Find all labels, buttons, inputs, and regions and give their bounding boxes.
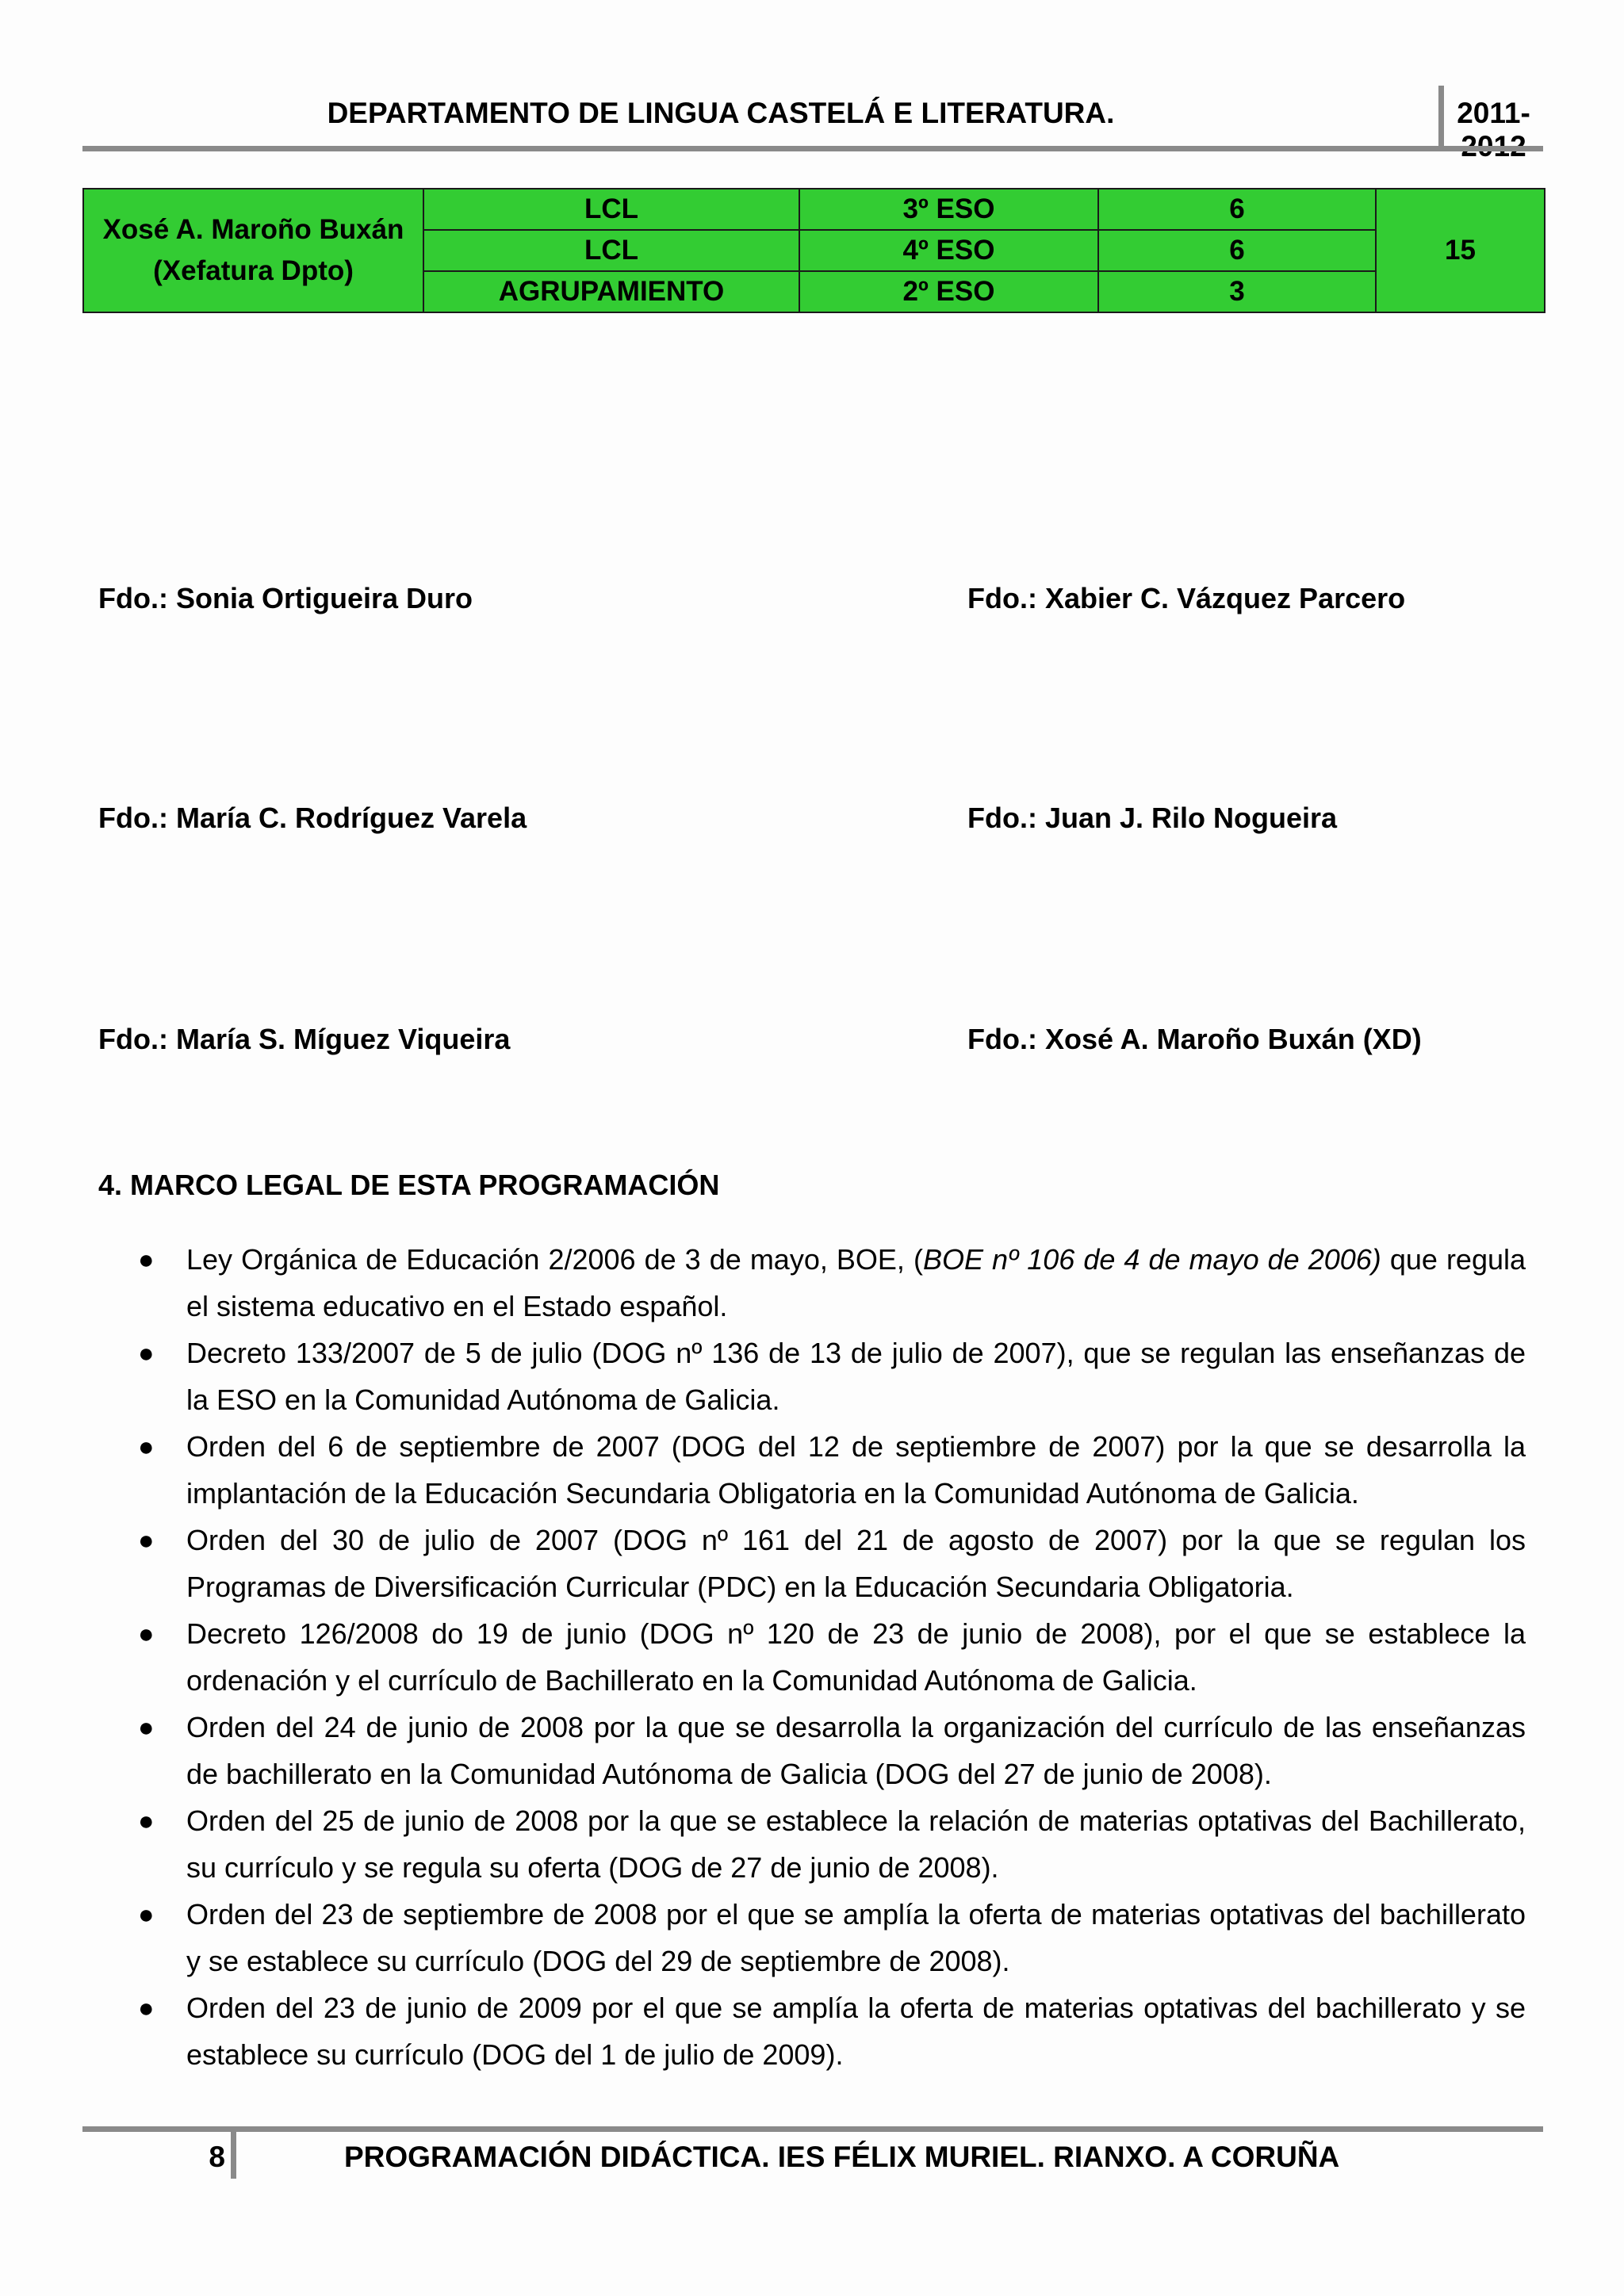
header-title: DEPARTAMENTO DE LINGUA CASTELÁ E LITERATURA.	[327, 97, 1115, 129]
signature-line: Fdo.: Juan J. Rilo Nogueira	[967, 802, 1338, 834]
list-item	[98, 1985, 1526, 2078]
subject-cell: LCL	[423, 230, 799, 271]
law-text: Decreto 126/2008 do 19 de junio (DOG nº 120 de 23 de junio de 2008), por el que se establece la ordenación y el currículo de Bachillerato en la Comunidad Autónoma de Galicia.	[186, 1617, 1526, 1697]
hours-cell: 3	[1098, 271, 1376, 312]
teacher-name: Xosé A. Maroño Buxán	[102, 214, 404, 245]
teacher-schedule-table	[82, 188, 1545, 313]
bullet-icon: ●	[138, 1245, 155, 1275]
bullet-icon: ●	[138, 1993, 155, 2023]
bullet-icon: ●	[138, 1712, 155, 1743]
header-year: 2011-	[1457, 97, 1530, 129]
list-item	[98, 1237, 1526, 1330]
subject-cell: LCL	[423, 189, 799, 230]
law-text: Decreto 133/2007 de 5 de julio (DOG nº 136 de 13 de julio de 2007), que se regulan las enseñanzas de la ESO en la Comunidad Autónoma de Galicia.	[186, 1337, 1526, 1416]
section-heading: 4. MARCO LEGAL DE ESTA PROGRAMACIÓN	[98, 1169, 720, 1201]
law-text: Orden del 23 de septiembre de 2008 por el que se amplía la oferta de materias optativas del bachillerato y se establece su currículo (DOG del 29 de septiembre de 2008).	[186, 1898, 1526, 1977]
bullet-icon: ●	[138, 1432, 155, 1462]
hours-cell: 6	[1098, 189, 1376, 230]
page-number: 8	[209, 2141, 225, 2173]
teacher-role: (Xefatura Dpto)	[153, 255, 354, 286]
signature-line: Fdo.: Sonia Ortigueira Duro	[98, 582, 473, 614]
law-text-before: Ley Orgánica de Educación 2/2006 de 3 de mayo, BOE, (	[186, 1243, 923, 1276]
list-item	[98, 1611, 1526, 1704]
footer-title: PROGRAMACIÓN DIDÁCTICA. IES FÉLIX MURIEL. RIANXO. A CORUÑA	[344, 2141, 1340, 2173]
law-text: Orden del 6 de septiembre de 2007 (DOG del 12 de septiembre de 2007) por la que se desarrolla la implantación de la Educación Secundaria Obligatoria en la Comunidad Autónoma de Galicia.	[186, 1430, 1526, 1510]
page-footer	[82, 2126, 1543, 2190]
law-text: Orden del 30 de julio de 2007 (DOG nº 161 del 21 de agosto de 2007) por la que se regulan los Programas de Diversificación Curricular (PDC) en la Educación Secundaria Obligatoria.	[186, 1524, 1526, 1603]
page-header	[82, 86, 1543, 149]
list-item	[98, 1798, 1526, 1891]
footer-rule	[82, 2126, 1543, 2132]
bullet-icon: ●	[138, 1806, 155, 1836]
legal-framework-list	[98, 1237, 1526, 2079]
bullet-icon: ●	[138, 1525, 155, 1556]
table-row	[83, 189, 1545, 230]
list-item	[98, 1424, 1526, 1517]
course-cell: 3º ESO	[799, 189, 1098, 230]
list-item	[98, 1330, 1526, 1423]
law-text: Orden del 23 de junio de 2009 por el que se amplía la oferta de materias optativas del bachillerato y se establece su currículo (DOG del 1 de julio de 2009).	[186, 1992, 1526, 2071]
law-text-after: que regula el sistema educativo en el Estado español.	[186, 1243, 1526, 1322]
total-hours-cell: 15	[1376, 189, 1545, 312]
header-rule	[82, 146, 1543, 151]
signature-line: Fdo.: Xabier C. Vázquez Parcero	[967, 582, 1406, 614]
law-text: Orden del 25 de junio de 2008 por la que se establece la relación de materias optativas del Bachillerato, su currículo y se regula su oferta (DOG de 27 de junio de 2008).	[186, 1804, 1526, 1884]
law-citation: BOE nº 106 de 4 de mayo de 2006)	[922, 1243, 1381, 1276]
bullet-icon: ●	[138, 1338, 155, 1368]
course-cell: 4º ESO	[799, 230, 1098, 271]
footer-divider	[231, 2126, 236, 2179]
bullet-icon: ●	[138, 1900, 155, 1930]
list-item	[98, 1892, 1526, 1984]
signature-line: Fdo.: Xosé A. Maroño Buxán (XD)	[967, 1023, 1422, 1055]
list-item	[98, 1517, 1526, 1610]
hours-cell: 6	[1098, 230, 1376, 271]
law-text: Orden del 24 de junio de 2008 por la que se desarrolla la organización del currículo de las enseñanzas de bachillerato en la Comunidad Autónoma de Galicia (DOG del 27 de junio de 2008).	[186, 1711, 1526, 1790]
header-divider	[1438, 86, 1444, 146]
course-cell: 2º ESO	[799, 271, 1098, 312]
signature-line: Fdo.: María C. Rodríguez Varela	[98, 802, 527, 834]
teacher-cell	[83, 189, 423, 312]
list-item	[98, 1705, 1526, 1797]
bullet-icon: ●	[138, 1619, 155, 1649]
subject-cell: AGRUPAMIENTO	[423, 271, 799, 312]
signature-line: Fdo.: María S. Míguez Viqueira	[98, 1023, 511, 1055]
